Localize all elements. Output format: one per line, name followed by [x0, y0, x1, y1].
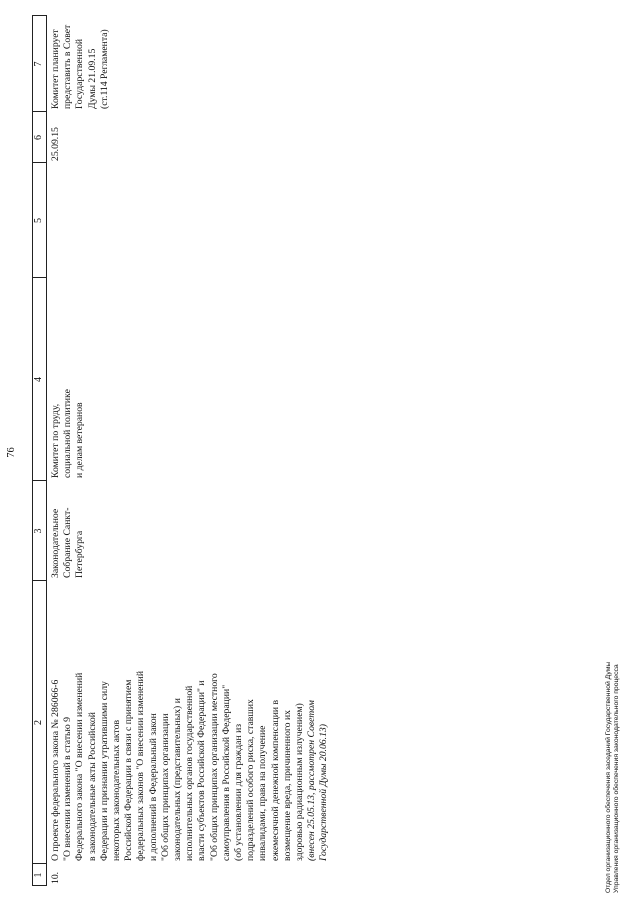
remarks [50, 15, 111, 109]
bill-line: власти субъектов Российской Федерации" и [196, 680, 208, 861]
agenda-table [32, 15, 592, 886]
consideration-date: 25.09.15 [50, 127, 61, 161]
column-number-7: 7 [33, 61, 44, 67]
bill-description [50, 582, 331, 861]
committee-line: Комитет по труду, [50, 403, 61, 478]
bill-line: и дополнений в Федеральный закон [147, 713, 159, 861]
bill-line: инвалидами, права на получение [257, 725, 269, 861]
bill-line: исполнительных органов государственной [184, 685, 196, 861]
bill-note-line: Государственной Думы 20.06.13) [318, 724, 330, 861]
column-number-2: 2 [33, 720, 44, 725]
committee-line: социальной политике [62, 389, 74, 478]
bill-line: некоторых законодательных актов [111, 719, 123, 861]
remark-line: представить в Совет [62, 24, 74, 109]
remark-line: Комитет планирует [50, 29, 61, 109]
column-number-6: 6 [33, 135, 44, 140]
row-number: 10. [50, 871, 61, 884]
bill-note-line: (внесен 25.05.13, рассмотрен Советом [306, 700, 318, 861]
bill-line: в законодательные акты Российской [86, 712, 98, 861]
remark-line: Государственной [74, 38, 86, 109]
bill-line: Федерации и признании утратившими силу [98, 681, 110, 861]
page-number: 76 [6, 447, 17, 458]
bill-line: "Об общих принципах организации [159, 713, 171, 861]
column-number-5: 5 [33, 218, 44, 223]
footer-line: Управления организационного обеспечения законодательного процесса [613, 664, 621, 893]
bill-line: О проекте федерального закона № 286066-6 [50, 679, 61, 861]
initiator-line: Петербурга [74, 530, 86, 578]
bill-line: возмещение вреда, причиненного их [281, 710, 293, 861]
bill-line: федеральных законов "О внесении изменений [135, 670, 147, 861]
remark-line: (ст.114 Регламента) [98, 29, 110, 109]
bill-line: "О внесении изменений в статью 9 [62, 717, 74, 861]
initiator [50, 482, 87, 578]
committee-line: и делам ветеранов [74, 402, 86, 478]
header-bottom-border [46, 15, 47, 886]
responsible-committee [50, 280, 87, 478]
column-number-4: 4 [33, 377, 44, 382]
bill-line: здоровью радиационным излучением) [294, 703, 306, 861]
remark-line: Думы 21.09.15 [86, 48, 98, 109]
bill-line: (об установлении для граждан из [233, 723, 245, 861]
bill-line: Российской Федерации в связи с принятием [123, 679, 135, 861]
column-number-1: 1 [33, 872, 44, 878]
bill-line: ежемесячной денежной компенсации в [269, 699, 281, 861]
initiator-line: Собрание Санкт- [62, 507, 74, 578]
bill-line: самоуправления в Российской Федерации" [220, 684, 232, 861]
bill-line: законодательных (представительных) и [172, 698, 184, 861]
bill-line: подразделений особого риска, ставших [245, 699, 257, 861]
bill-line: Федерального закона "О внесении изменений [74, 672, 86, 861]
footer-line: Отдел организационного обеспечения заседаний Государственной Думы [605, 661, 612, 893]
bill-line: "Об общих принципах организации местного [208, 673, 220, 861]
page-footer [605, 662, 621, 893]
column-number-3: 3 [33, 528, 44, 534]
initiator-line: Законодательное [50, 508, 61, 578]
